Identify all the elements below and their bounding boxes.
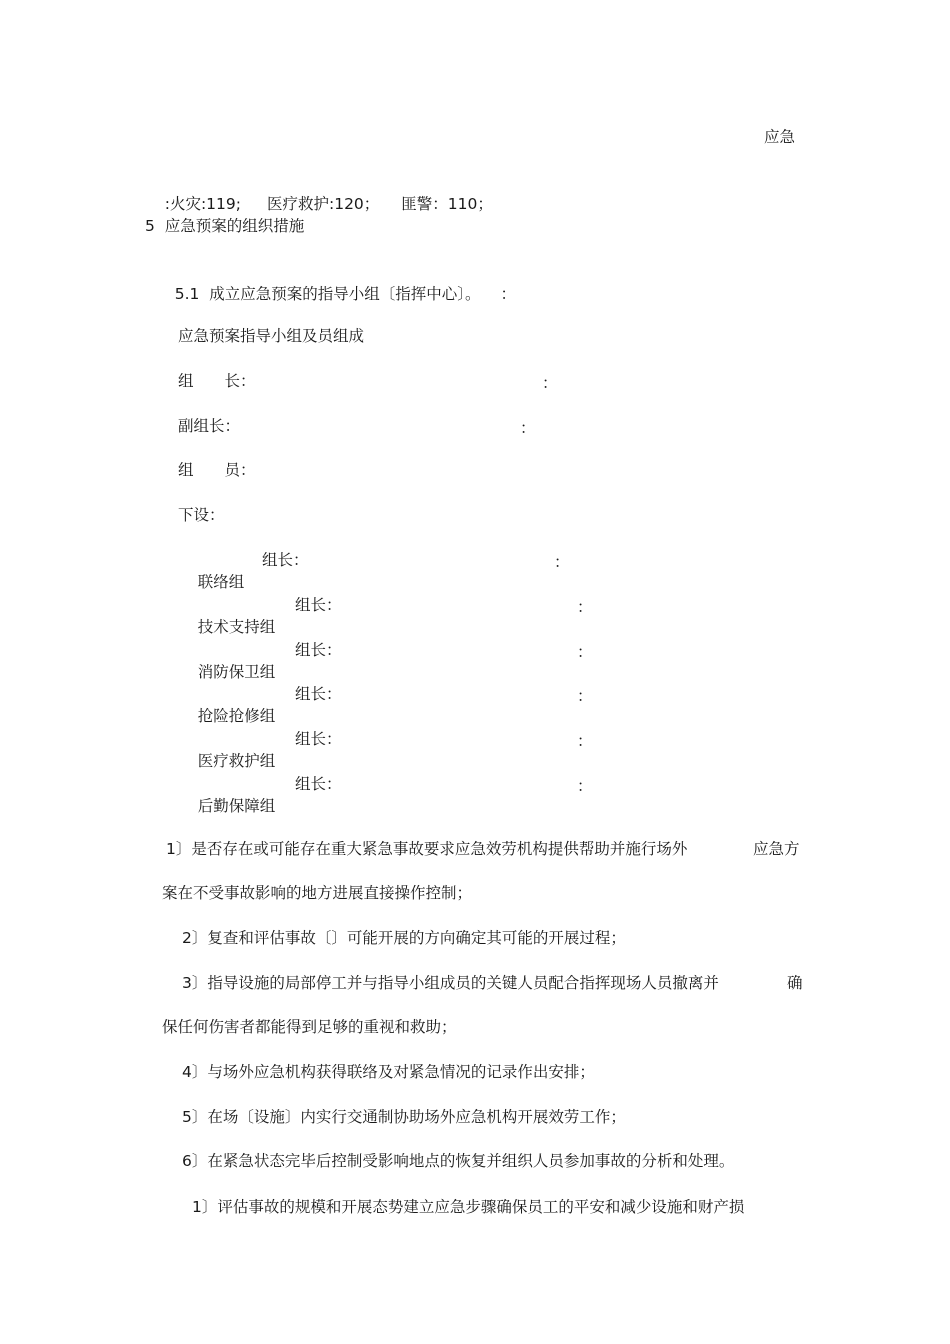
duty-item-3-tail: 确 xyxy=(787,974,803,992)
group-name: 抢险抢修组 xyxy=(197,707,276,725)
police-number: 匪警：110； xyxy=(401,195,493,213)
duty-item-2: 2〕复查和评估事故〔〕可能开展的方向确定其可能的开展过程； xyxy=(182,929,626,947)
section-5-title: 5 应急预案的组织措施 xyxy=(145,217,305,235)
group-leader-label: 组长： xyxy=(295,775,342,793)
member-label: 组 员： xyxy=(178,461,256,479)
group-leader-label: 组长： xyxy=(295,641,342,659)
group-leader-label: 组长： xyxy=(262,551,309,569)
deputy-colon: ： xyxy=(520,419,536,437)
sub-groups-label: 下设： xyxy=(178,506,225,524)
deputy-label: 副组长： xyxy=(178,417,241,435)
duty-item-4: 4〕与场外应急机构获得联络及对紧急情况的记录作出安排； xyxy=(182,1063,595,1081)
medical-number: 医疗救护:120； xyxy=(266,195,380,213)
group-row-logistics xyxy=(178,773,275,839)
section-5-1-title xyxy=(155,261,516,327)
group-name: 消防保卫组 xyxy=(197,663,276,681)
emergency-fragment: 应急 xyxy=(764,128,796,146)
group-colon: ： xyxy=(577,687,593,705)
group-name: 医疗救护组 xyxy=(197,752,276,770)
next-duty-item-1: 1〕评估事故的规模和开展态势建立应急步骤确保员工的平安和减少设施和财产损 xyxy=(192,1198,745,1216)
group-name: 技术支持组 xyxy=(197,618,276,636)
group-name: 后勤保障组 xyxy=(197,797,276,815)
section-5-1-text: 5.1 成立应急预案的指导小组〔指挥中心〕。 xyxy=(174,285,481,303)
section-5-1-colon: ： xyxy=(500,285,516,303)
group-leader-label: 组长： xyxy=(295,596,342,614)
duty-item-1-tail: 应急方 xyxy=(753,840,800,858)
leader-label: 组 长： xyxy=(178,372,256,390)
duty-item-6: 6〕在紧急状态完毕后控制受影响地点的恢复并组织人员参加事故的分析和处理。 xyxy=(182,1152,735,1170)
fire-number: :火灾:119; xyxy=(164,195,241,213)
duty-item-3-line-2: 保任何伤害者都能得到足够的重视和救助； xyxy=(162,1018,457,1036)
group-leader-label: 组长： xyxy=(295,685,342,703)
group-colon: ： xyxy=(577,732,593,750)
duty-item-1-line-2: 案在不受事故影响的地方进展直接操作控制； xyxy=(162,884,473,902)
group-colon: ： xyxy=(554,553,570,571)
team-heading: 应急预案指导小组及员组成 xyxy=(178,327,365,345)
duty-item-5: 5〕在场〔设施〕内实行交通制协助场外应急机构开展效劳工作； xyxy=(182,1108,626,1126)
group-colon: ： xyxy=(577,777,593,795)
duty-item-3-line-1: 3〕指导设施的局部停工并与指导小组成员的关键人员配合指挥现场人员撤离并 xyxy=(182,974,719,992)
group-leader-label: 组长： xyxy=(295,730,342,748)
group-colon: ： xyxy=(577,643,593,661)
group-colon: ： xyxy=(577,598,593,616)
leader-colon: ： xyxy=(542,374,558,392)
group-name: 联络组 xyxy=(197,573,245,591)
duty-item-1-line-1: 1〕是否存在或可能存在重大紧急事故要求应急效劳机构提供帮助并施行场外 xyxy=(166,840,688,858)
